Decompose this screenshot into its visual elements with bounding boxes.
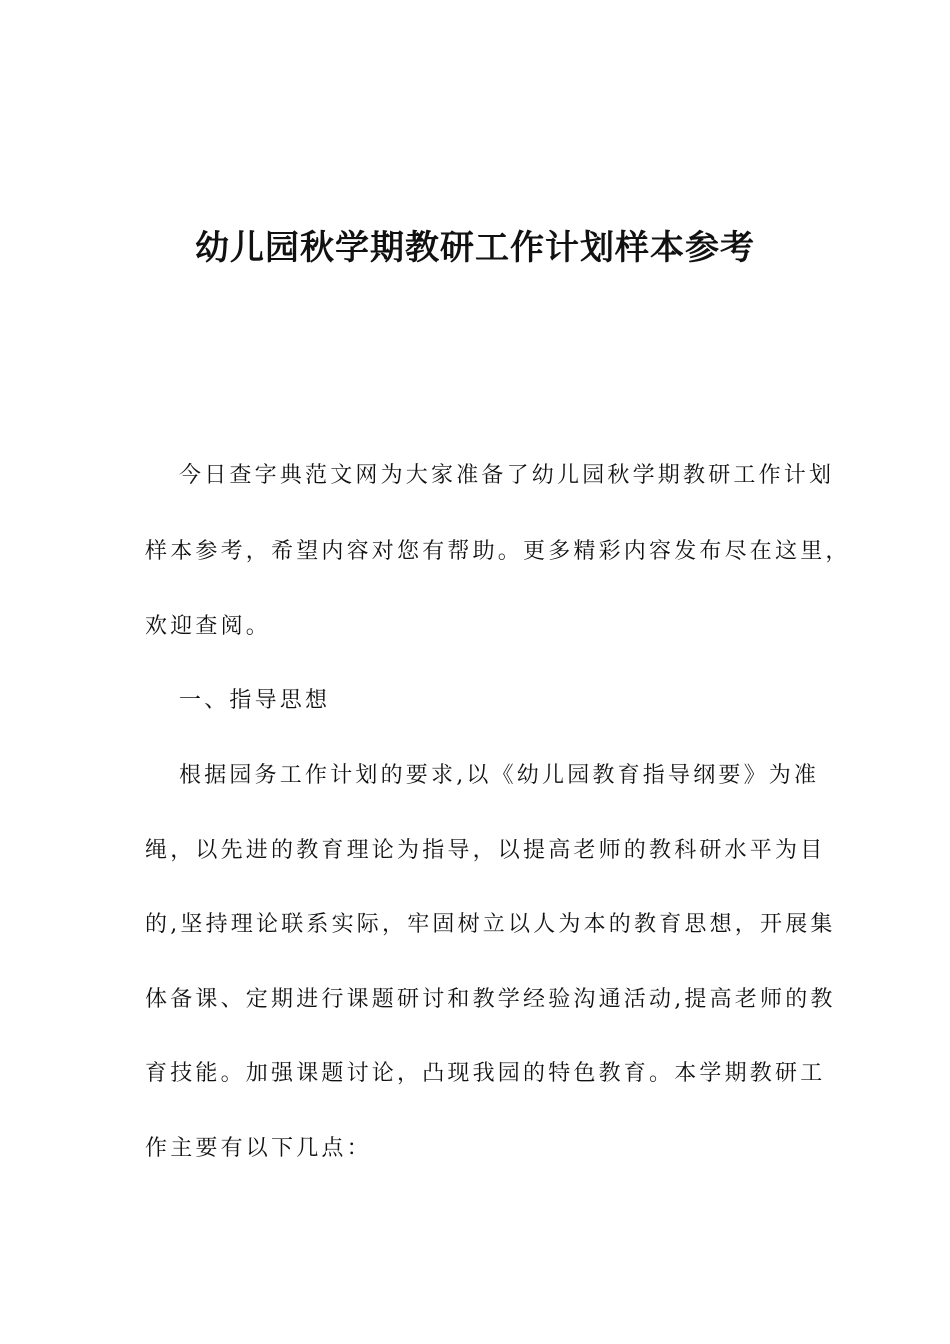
paragraph-line: 作主要有以下几点： (145, 1136, 372, 1161)
paragraph-line: 欢迎查阅。 (145, 614, 272, 639)
paragraph-line: 样本参考，希望内容对您有帮助。更多精彩内容发布尽在这里， (145, 539, 851, 564)
document-title: 幼儿园秋学期教研工作计划样本参考 (195, 228, 755, 268)
paragraph-line: 绳，以先进的教育理论为指导，以提高老师的教科研水平为目 (145, 838, 826, 863)
section-heading: 一、指导思想 (179, 688, 331, 713)
paragraph-line: 的,坚持理论联系实际，牢固树立以人为本的教育思想，开展集 (145, 912, 836, 937)
paragraph-line: 今日查字典范文网为大家准备了幼儿园秋学期教研工作计划 (179, 463, 835, 488)
paragraph-line: 体备课、定期进行课题研讨和教学经验沟通活动,提高老师的教 (145, 987, 836, 1012)
paragraph-line: 育技能。加强课题讨论，凸现我园的特色教育。本学期教研工 (145, 1061, 826, 1086)
paragraph-line: 根据园务工作计划的要求,以《幼儿园教育指导纲要》为准 (179, 763, 820, 788)
